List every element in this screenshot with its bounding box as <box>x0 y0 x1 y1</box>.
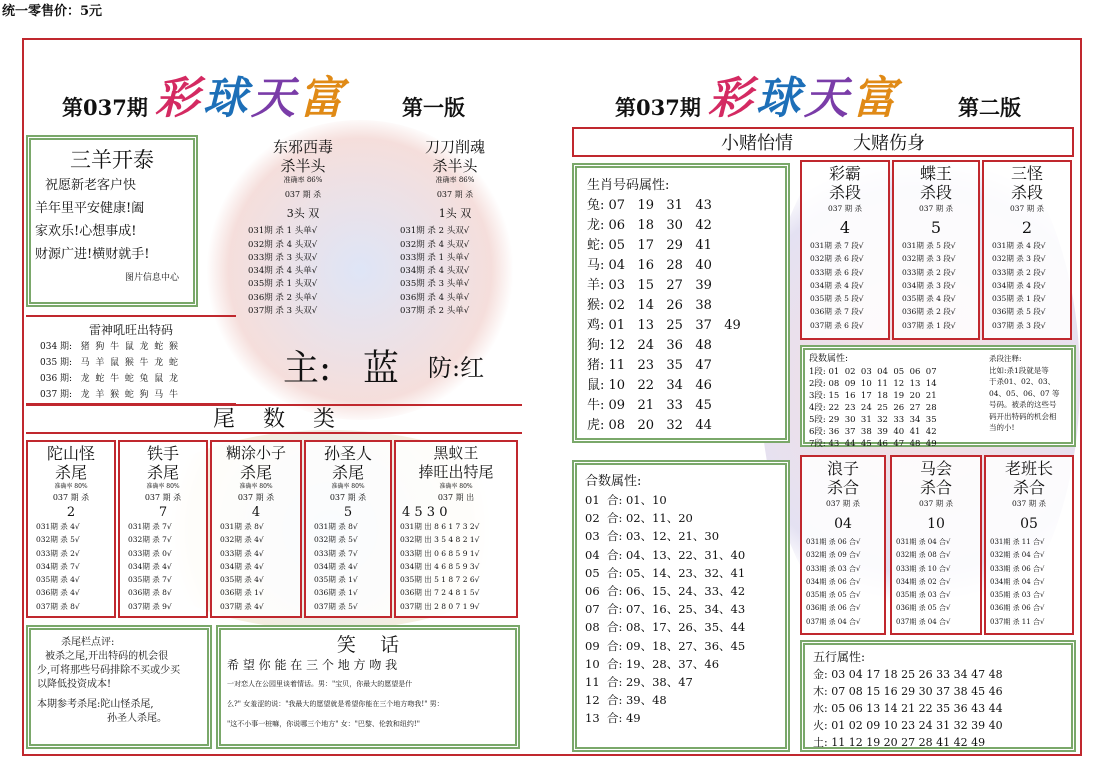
panel-title: 陀山怪 <box>46 444 95 463</box>
zodiac-row: 兔: 07 19 31 43 <box>587 198 712 213</box>
history-row: 035期 杀 05 合√ <box>806 591 861 600</box>
history-rows <box>986 537 1072 630</box>
leishen-panel <box>26 315 236 405</box>
history-rows <box>802 537 884 630</box>
greeting-title: 三羊开泰 <box>70 148 154 172</box>
retail-price: 统一零售价：5元 <box>2 4 103 19</box>
history-row: 034期 杀 7√ <box>36 561 80 571</box>
panel-title: 糊涂小子 <box>225 444 286 462</box>
issue-line: 037 期 出 <box>437 493 475 502</box>
history-row: 033期 杀 4√ <box>220 548 264 558</box>
issue-line: 037 期 杀 <box>827 204 863 213</box>
history-row: 034期 出 4 6 8 5 9 3√ <box>400 561 480 571</box>
sum-row: 04 合: 04、13、22、31、40 <box>585 547 746 562</box>
panel-subtitle: 杀合 <box>1012 478 1045 497</box>
kill-value: 04 <box>834 516 852 532</box>
history-row: 033期 杀 2√ <box>36 548 80 558</box>
daodao-panel <box>390 138 520 317</box>
joke-line: 么?" 女羞涩的说："我最大的愿望就是希望你能在三个地方吻我!" 男： <box>227 700 444 708</box>
history-row: 035期 杀 1√ <box>314 575 358 585</box>
segment-row: 3段: 15 16 17 18 19 20 21 <box>809 391 937 401</box>
history-row: 032期 杀 5√ <box>314 535 358 545</box>
slogan-right: 大赌伤身 <box>853 133 925 154</box>
history-rows <box>28 521 114 614</box>
history-row: 037期 杀 9√ <box>128 601 172 611</box>
history-rows <box>306 521 390 614</box>
tail-kill-panel-hutu <box>210 440 302 618</box>
issue-line: 037 期 杀 <box>329 493 367 502</box>
panel-title: 蝶王 <box>919 164 952 183</box>
tail-kill-panel-tieshou <box>118 440 208 618</box>
history-rows <box>802 240 888 333</box>
history-row: 036期 杀 2 段√ <box>902 307 956 317</box>
zodiac-row: 虎: 08 20 32 44 <box>587 418 712 433</box>
history-row: 032期 杀 4 头双√ <box>248 239 318 250</box>
issue-line: 037 期 杀 <box>1011 499 1047 508</box>
sum-row: 06 合: 06、15、24、33、42 <box>585 584 746 599</box>
zodiac-row: 龙: 06 18 30 42 <box>587 218 712 233</box>
history-row: 035期 杀 1 段√ <box>992 294 1046 304</box>
element-row: 木: 07 08 15 16 29 30 37 38 45 46 <box>813 685 1003 698</box>
accuracy-rate: 准确率 80% <box>146 483 180 490</box>
history-row: 037期 杀 5√ <box>314 601 358 611</box>
history-row: 033期 杀 2 段√ <box>902 267 956 277</box>
history-row: 031期 杀 4√ <box>36 522 80 531</box>
sum-row: 02 合: 02、11、20 <box>585 511 693 526</box>
segment-row: 2段: 08 09 10 11 12 13 14 <box>809 379 937 389</box>
segment-table <box>809 353 981 449</box>
history-rows <box>238 224 368 317</box>
greeting-line: 羊年里平安健康!阖 <box>35 201 145 216</box>
slogan-bar <box>572 127 1074 157</box>
history-row: 034期 杀 06 合√ <box>806 577 861 586</box>
kill-value: 2 <box>1021 218 1033 237</box>
history-rows <box>984 240 1070 333</box>
history-row: 032期 杀 08 合√ <box>896 551 951 560</box>
history-row: 031期 杀 4 段√ <box>992 241 1046 250</box>
accuracy-rate: 准确率 86% <box>283 176 323 184</box>
slogan-left: 小赌怡情 <box>721 133 793 154</box>
history-row: 036期 杀 1√ <box>314 588 358 598</box>
segment-kill-panel-caiba <box>800 160 890 340</box>
issue-number-right: 第037期 <box>615 95 701 120</box>
panel-subtitle: 杀尾 <box>239 463 272 482</box>
history-row: 033期 出 0 6 8 5 9 1√ <box>400 548 480 558</box>
segment-title: 段数属性: <box>809 354 849 364</box>
panel-subtitle: 杀尾 <box>54 463 87 482</box>
element-row: 金: 03 04 17 18 25 26 33 34 47 48 <box>813 668 1003 681</box>
history-row: 035期 杀 5 段√ <box>810 294 864 304</box>
history-row: 032期 杀 4√ <box>220 535 264 545</box>
history-row: 035期 杀 03 合√ <box>990 591 1045 600</box>
kill-value: 2 <box>66 505 76 520</box>
history-row: 032期 杀 3 段√ <box>902 254 956 264</box>
comment-title: 杀尾栏点评: <box>61 637 115 648</box>
edition-label-2: 第二版 <box>958 95 1021 120</box>
ref-item: 孙圣人杀尾。 <box>107 713 167 724</box>
zodiac-row: 猴: 02 14 26 38 <box>587 298 712 313</box>
joke-line: "这不小事一桩嘛，你说哪三个地方" 女："巴黎、伦敦和纽约!" <box>227 720 420 728</box>
issue-line: 037 期 杀 <box>284 190 322 199</box>
note-title: 杀段注释: <box>989 354 1022 363</box>
history-row: 034期 杀 4 段√ <box>992 280 1046 290</box>
history-row: 031期 杀 7√ <box>128 522 172 531</box>
history-row: 035期 杀 03 合√ <box>896 591 951 600</box>
sum-row: 05 合: 05、14、23、32、41 <box>585 565 746 580</box>
zodiac-row: 猪: 11 23 35 47 <box>587 358 712 373</box>
kill-value: 4 <box>251 505 261 520</box>
sum-rows <box>585 491 777 728</box>
segment-rows <box>809 365 981 449</box>
history-row: 036期 杀 1√ <box>220 588 264 598</box>
element-row: 土: 11 12 19 20 27 28 41 42 49 <box>813 736 986 749</box>
zodiac-row: 牛: 09 21 33 45 <box>587 398 712 413</box>
history-row: 033期 杀 3 头双√ <box>248 252 318 263</box>
panel-subtitle: 捧旺出特尾 <box>418 463 494 481</box>
logo-left: 彩球天富 <box>155 73 347 124</box>
zodiac-row: 狗: 12 24 36 48 <box>587 338 712 353</box>
leishen-title: 雷神吼旺出特码 <box>88 323 173 337</box>
history-row: 032期 杀 6 段√ <box>810 254 864 264</box>
zodiac-title: 生肖号码属性: <box>587 178 670 193</box>
history-row: 033期 杀 6 段√ <box>810 267 864 277</box>
history-row: 032期 杀 7√ <box>128 535 172 545</box>
history-row: 032期 出 3 5 4 8 2 1√ <box>400 535 480 545</box>
accuracy-rate: 准确率 80% <box>439 483 473 490</box>
hot-value: 4 5 3 0 <box>402 505 448 520</box>
history-rows <box>120 521 206 614</box>
sum-row: 08 合: 08、17、26、35、44 <box>585 620 746 635</box>
history-row: 037期 杀 6 段√ <box>810 320 864 330</box>
sum-row: 09 合: 09、18、27、36、45 <box>585 638 746 653</box>
history-row: 031期 杀 06 合√ <box>806 538 861 546</box>
history-row: 036期 杀 4 头单√ <box>400 292 470 303</box>
history-row: 031期 杀 1 头单√ <box>248 226 318 237</box>
history-row: 034期 杀 4√ <box>220 561 264 571</box>
joke-line: 一对恋人在公园里谈着情话。男："宝贝，你最大的愿望是什 <box>227 680 413 688</box>
history-row: 034期 杀 4 头双√ <box>400 266 470 277</box>
history-row: 033期 杀 06 合√ <box>990 564 1045 573</box>
joke-box <box>216 625 520 749</box>
kill-value: 4 <box>839 218 851 237</box>
history-row: 031期 杀 8√ <box>220 522 264 531</box>
history-row: 034期 杀 4√ <box>314 561 358 571</box>
issue-line: 037 期 杀 <box>144 493 182 502</box>
history-row: 036期 杀 5 段√ <box>992 307 1046 317</box>
history-row: 036期 杀 7 段√ <box>810 307 864 317</box>
zodiac-row: 037 期: 龙 羊 猴 蛇 狗 马 牛 <box>40 390 178 400</box>
segment-attributes <box>800 345 1076 447</box>
history-row: 032期 杀 09 合√ <box>806 551 861 560</box>
history-row: 037期 杀 3 头双√ <box>248 305 318 316</box>
history-row: 034期 杀 4 头单√ <box>248 266 318 277</box>
joke-subtitle: 希 望 你 能 在 三 个 地 方 吻 我 <box>227 658 398 672</box>
panel-title: 浪子 <box>826 459 859 478</box>
edition-label-1: 第一版 <box>402 95 465 120</box>
issue-line: 037 期 杀 <box>825 499 861 508</box>
history-row: 037期 杀 4√ <box>220 601 264 611</box>
history-row: 031期 杀 11 合√ <box>990 538 1045 546</box>
sum-attributes <box>572 460 790 752</box>
history-row: 034期 杀 04 合√ <box>990 577 1045 586</box>
zodiac-row: 马: 04 16 28 40 <box>587 258 712 273</box>
panel-subtitle: 杀尾 <box>146 463 179 482</box>
history-row: 034期 杀 4 段√ <box>810 280 864 290</box>
history-row: 036期 杀 4√ <box>36 588 80 598</box>
segment-row: 1段: 01 02 03 04 05 06 07 <box>809 367 937 377</box>
kill-value: 3头 双 <box>286 207 320 221</box>
logo-right: 彩球天富 <box>708 73 900 124</box>
history-rows <box>212 521 300 614</box>
history-row: 031期 杀 2 头双√ <box>400 226 470 237</box>
panel-subtitle: 杀合 <box>919 478 952 497</box>
segment-note <box>981 353 1067 439</box>
history-row: 035期 杀 4 段√ <box>902 294 956 304</box>
history-row: 037期 杀 8√ <box>36 601 80 611</box>
panel-subtitle: 杀半头 <box>280 157 326 175</box>
history-row: 035期 出 5 1 8 7 2 6√ <box>400 575 480 585</box>
comment-line: 少,可将那些号码排除不买或少买 <box>37 665 181 676</box>
comment-line: 被杀之尾,开出特码的机会很 <box>45 651 169 662</box>
sum-row: 03 合: 03、12、21、30 <box>585 529 720 544</box>
sum-row: 11 合: 29、38、47 <box>585 675 693 690</box>
accuracy-rate: 准确率 80% <box>54 483 88 490</box>
sum-kill-panel-langzi <box>800 455 886 635</box>
panel-title: 孙圣人 <box>323 444 372 463</box>
sum-row: 13 合: 49 <box>585 711 641 726</box>
issue-line: 037 期 杀 <box>918 499 954 508</box>
tail-banner <box>26 404 522 434</box>
panel-title: 东邪西毒 <box>272 138 333 156</box>
issue-line: 037 期 杀 <box>918 204 954 213</box>
backup-color: 防:红 <box>428 354 485 382</box>
sum-row: 01 合: 01、10 <box>585 493 667 507</box>
history-row: 035期 杀 4√ <box>36 575 80 585</box>
comment-line: 以降低投资成本! <box>37 679 112 690</box>
history-row: 031期 杀 7 段√ <box>810 241 864 250</box>
zodiac-row: 035 期: 马 羊 鼠 猴 牛 龙 蛇 <box>40 358 178 368</box>
note-line: 04、05、06、07 等 <box>989 388 1060 398</box>
history-row: 033期 杀 0√ <box>128 548 172 558</box>
issue-line: 037 期 杀 <box>436 190 474 199</box>
kill-value: 1头 双 <box>438 207 472 221</box>
history-row: 035期 杀 4√ <box>220 575 264 585</box>
history-rows <box>396 521 516 614</box>
tail-banner-text: 尾 数 类 <box>213 407 335 432</box>
history-row: 032期 杀 3 段√ <box>992 254 1046 264</box>
history-row: 036期 杀 05 合√ <box>896 604 951 613</box>
history-row: 031期 杀 04 合√ <box>896 538 951 546</box>
accuracy-rate: 准确率 86% <box>435 176 475 184</box>
history-row: 035期 杀 1 头双√ <box>248 279 318 290</box>
leishen-rows <box>26 339 236 403</box>
panel-title: 老班长 <box>1004 459 1053 478</box>
panel-subtitle: 杀半头 <box>432 157 478 175</box>
tail-kill-panel-tuoshan <box>26 440 116 618</box>
greeting-line: 财源广进!横财就手! <box>35 247 150 262</box>
accuracy-rate: 准确率 80% <box>239 483 273 490</box>
history-row: 034期 杀 3 段√ <box>902 280 956 290</box>
history-row: 037期 杀 2 头单√ <box>400 305 470 316</box>
note-line: 于杀01、02、03、 <box>989 377 1056 386</box>
history-row: 033期 杀 1 头单√ <box>400 252 470 263</box>
ref-label: 本期参考杀尾: <box>37 699 101 710</box>
comment-box <box>26 625 212 749</box>
history-row: 037期 杀 3 段√ <box>992 320 1046 330</box>
accuracy-rate: 准确率 80% <box>331 483 365 490</box>
segment-row: 6段: 36 37 38 39 40 41 42 <box>809 427 937 437</box>
segment-kill-panel-diewang <box>892 160 980 340</box>
segment-kill-panel-sanguai <box>982 160 1072 340</box>
panel-subtitle: 杀合 <box>826 478 859 497</box>
ref-item: 陀山怪杀尾, <box>100 699 154 710</box>
kill-value: 5 <box>930 218 942 237</box>
joke-title: 笑 话 <box>336 634 400 656</box>
issue-number-left: 第037期 <box>62 95 148 120</box>
panel-subtitle: 杀尾 <box>331 463 364 482</box>
history-row: 036期 杀 8√ <box>128 588 172 598</box>
note-line: 号码。被杀的这些号 <box>989 400 1057 409</box>
zodiac-row: 羊: 03 15 27 39 <box>587 278 712 293</box>
note-line: 码开出特码的机会相 <box>989 411 1057 421</box>
history-row: 036期 杀 06 合√ <box>806 604 861 613</box>
panel-title: 彩霸 <box>828 164 861 183</box>
kill-value: 05 <box>1020 516 1038 532</box>
zodiac-row: 034 期: 猪 狗 牛 鼠 龙 蛇 猴 <box>40 342 178 352</box>
segment-row: 4段: 22 23 24 25 26 27 28 <box>809 403 937 413</box>
history-row: 036期 出 7 2 4 8 1 5√ <box>400 588 480 598</box>
main-color-value: 蓝 <box>363 348 400 389</box>
history-row: 037期 出 2 8 0 7 1 9√ <box>400 601 480 611</box>
kill-value: 7 <box>158 505 168 520</box>
history-row: 031期 杀 8√ <box>314 522 358 531</box>
history-row: 034期 杀 02 合√ <box>896 577 951 586</box>
panel-title: 刀刀削魂 <box>424 138 485 156</box>
history-row: 032期 杀 4 头双√ <box>400 239 470 250</box>
history-rows <box>390 224 520 317</box>
history-row: 033期 杀 7√ <box>314 548 358 558</box>
history-rows <box>892 537 980 630</box>
greeting-line: 家欢乐!心想事成! <box>35 224 137 239</box>
zodiac-attributes <box>572 163 790 443</box>
panel-subtitle: 杀段 <box>919 183 952 202</box>
history-row: 031期 出 8 6 1 7 3 2√ <box>400 522 480 531</box>
history-row: 036期 杀 06 合√ <box>990 604 1045 613</box>
issue-line: 037 期 杀 <box>1009 204 1045 213</box>
dongxie-panel <box>238 138 368 317</box>
zodiac-row: 蛇: 05 17 29 41 <box>587 238 712 253</box>
history-row: 037期 杀 1 段√ <box>902 320 956 330</box>
comment-ref <box>37 698 201 712</box>
main-color-label: 主: <box>283 348 332 389</box>
greeting-box <box>26 135 198 307</box>
element-row: 水: 05 06 13 14 21 22 35 36 43 44 <box>813 702 1003 715</box>
history-row: 037期 杀 04 合√ <box>896 617 951 626</box>
zodiac-row: 鸡: 01 13 25 37 49 <box>587 318 741 333</box>
panel-title: 三怪 <box>1010 164 1043 183</box>
segment-row: 5段: 29 30 31 32 33 34 35 <box>809 415 937 425</box>
history-row: 036期 杀 2 头单√ <box>248 292 318 303</box>
history-row: 037期 杀 04 合√ <box>806 617 861 626</box>
sum-row: 12 合: 39、48 <box>585 693 667 708</box>
history-row: 035期 杀 7√ <box>128 575 172 585</box>
history-row: 033期 杀 2 段√ <box>992 267 1046 277</box>
five-elements-rows <box>813 666 1063 751</box>
kill-value: 5 <box>343 505 353 520</box>
history-row: 032期 杀 5√ <box>36 535 80 545</box>
history-row: 033期 杀 03 合√ <box>806 564 861 573</box>
greeting-line: 祝愿新老客户快 <box>45 178 137 193</box>
tail-kill-panel-sunsheng <box>304 440 392 618</box>
panel-title: 铁手 <box>146 444 179 463</box>
note-line: 比如:杀1段就是等 <box>989 365 1049 375</box>
history-row: 032期 杀 04 合√ <box>990 551 1045 560</box>
sum-row: 07 合: 07、16、25、34、43 <box>585 602 746 617</box>
panel-subtitle: 杀段 <box>828 183 861 202</box>
greeting-footer: 图片信息中心 <box>124 273 179 283</box>
zodiac-rows <box>587 196 775 436</box>
kill-value: 10 <box>927 516 945 532</box>
sum-row: 10 合: 19、28、37、46 <box>585 656 720 671</box>
element-row: 火: 01 02 09 10 23 24 31 32 39 40 <box>813 719 1003 732</box>
history-row: 035期 杀 3 头单√ <box>400 279 470 290</box>
history-row: 033期 杀 10 合√ <box>896 564 951 573</box>
panel-subtitle: 杀段 <box>1010 183 1043 202</box>
issue-line: 037 期 杀 <box>52 493 90 502</box>
history-row: 034期 杀 4√ <box>128 561 172 571</box>
segment-row: 7段: 43 44 45 46 47 48 49 <box>809 439 937 449</box>
sum-title: 合数属性: <box>585 474 642 489</box>
zodiac-row: 鼠: 10 22 34 46 <box>587 378 712 393</box>
zodiac-row: 036 期: 龙 蛇 牛 蛇 兔 鼠 龙 <box>40 374 178 384</box>
tail-hot-panel-heixia <box>394 440 518 618</box>
five-elements-attributes <box>800 640 1076 752</box>
panel-title: 马会 <box>919 459 952 478</box>
history-rows <box>894 240 978 333</box>
issue-line: 037 期 杀 <box>237 493 275 502</box>
history-row: 037期 杀 11 合√ <box>990 617 1045 626</box>
note-line: 当的小! <box>989 423 1015 432</box>
five-elements-title: 五行属性: <box>813 650 866 664</box>
history-row: 031期 杀 5 段√ <box>902 241 956 250</box>
sum-kill-panel-laobanzhang <box>984 455 1074 635</box>
panel-title: 黑蚁王 <box>433 444 479 462</box>
sum-kill-panel-mahui <box>890 455 982 635</box>
